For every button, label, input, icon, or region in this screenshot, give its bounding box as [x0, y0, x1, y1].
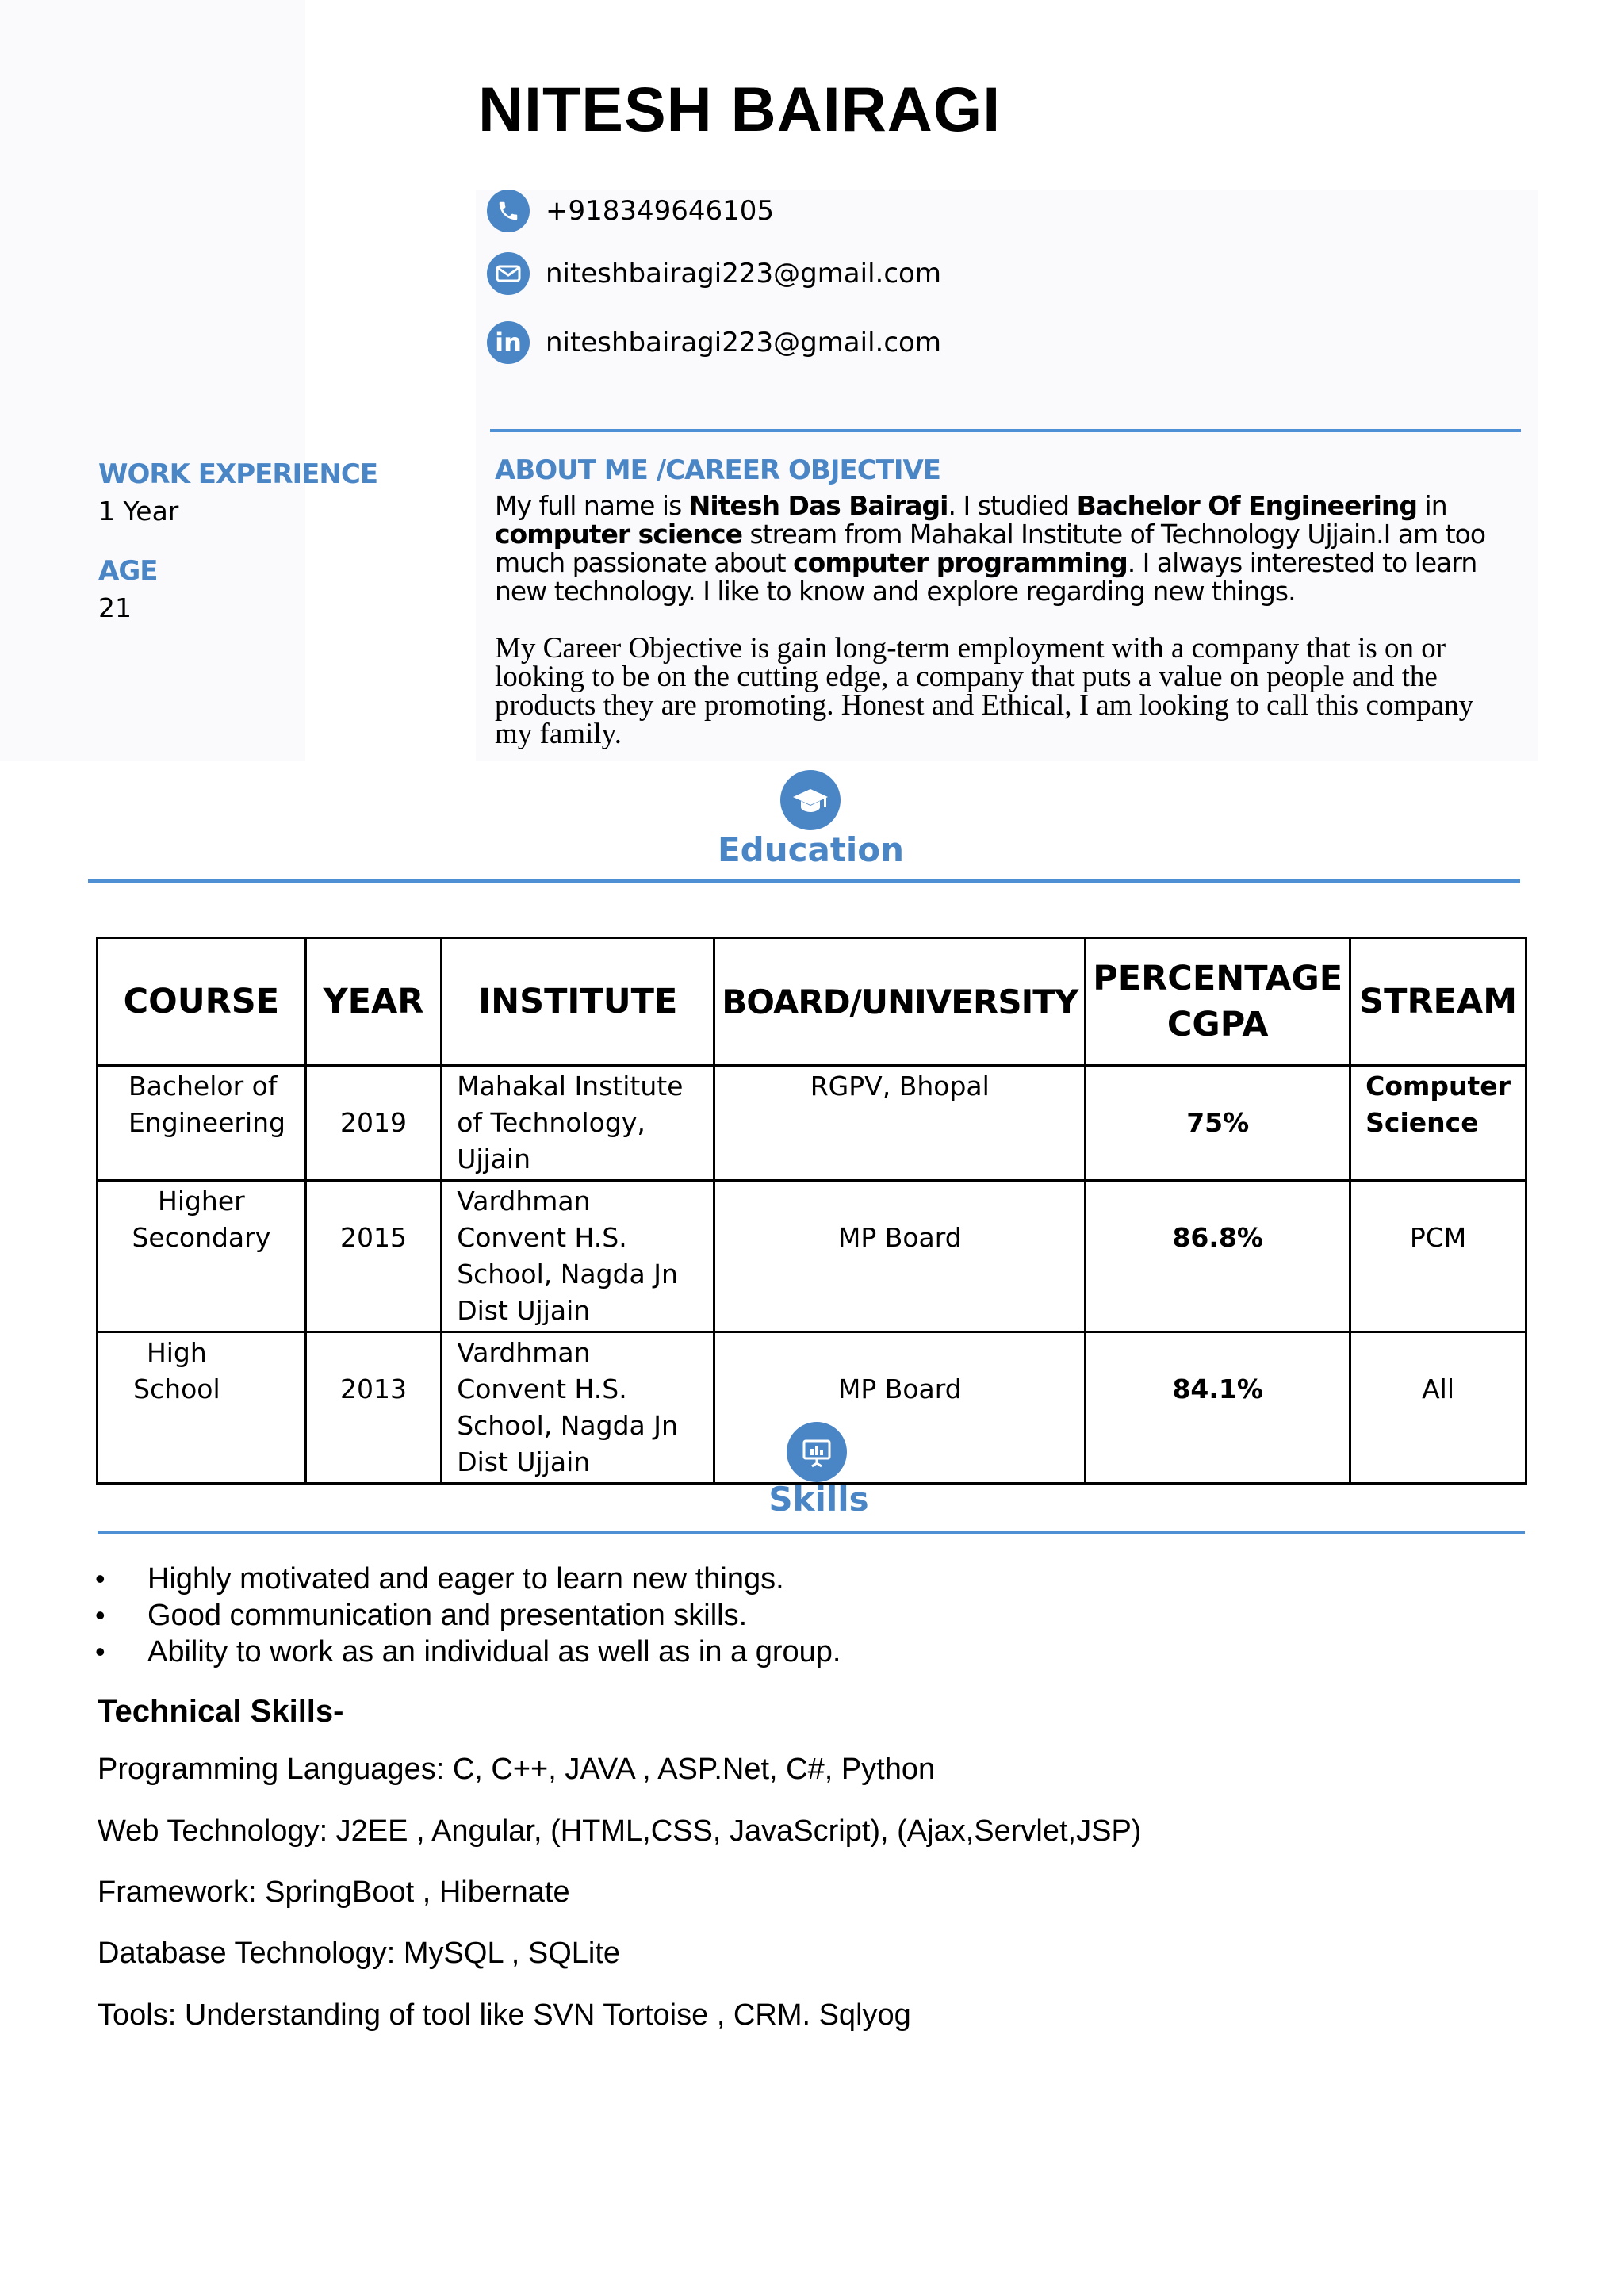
column-header: PERCENTAGE CGPA — [1086, 938, 1350, 1066]
candidate-name: NITESH BAIRAGI — [478, 74, 1002, 144]
stream-cell: Computer Science — [1350, 1066, 1526, 1181]
programming-languages: Programming Languages: C, C++, JAVA , ASP.Net, C#, Python — [98, 1753, 936, 1786]
education-table — [96, 937, 1527, 1485]
board-cell: MP Board — [714, 1181, 1086, 1332]
institute-cell: Mahakal Institute of Technology, Ujjain — [442, 1066, 714, 1181]
email-contact — [487, 251, 941, 296]
column-header: INSTITUTE — [442, 938, 714, 1066]
tools: Tools: Understanding of tool like SVN Tortoise , CRM. Sqlyog — [98, 1998, 911, 2032]
about-heading: ABOUT ME /CAREER OBJECTIVE — [495, 454, 941, 486]
web-technology: Web Technology: J2EE , Angular, (HTML,CSS, JavaScript), (Ajax,Servlet,JSP) — [98, 1814, 1142, 1848]
education-title: Education — [717, 830, 905, 869]
institute-cell: Vardhman Convent H.S. School, Nagda Jn Dist Ujjain — [442, 1332, 714, 1484]
presentation-board-icon — [787, 1422, 847, 1482]
column-header: BOARD/UNIVERSITY — [714, 938, 1086, 1066]
table-row — [98, 1181, 1526, 1332]
list-item: • Ability to work as an individual as well as in a group. — [95, 1634, 841, 1670]
institute-cell: Vardhman Convent H.S. School, Nagda Jn Dist Ujjain — [442, 1181, 714, 1332]
table-row — [98, 1066, 1526, 1181]
skills-rule — [98, 1531, 1525, 1534]
year-cell: 2019 — [305, 1066, 441, 1181]
phone-number[interactable]: +918349646105 — [546, 195, 775, 227]
course-cell: Bachelor of Engineering — [98, 1066, 306, 1181]
linkedin-icon: in — [487, 321, 530, 364]
column-header: STREAM — [1350, 938, 1526, 1066]
graduation-cap-icon — [780, 770, 841, 830]
table-header-row — [98, 938, 1526, 1066]
career-objective: My Career Objective is gain long-term employment with a company that is on or looking to be on the cutting edge, a company that puts a value on people and the products they are promoting. Honest and Ethical, I am looking to call this company my family. — [495, 632, 1474, 750]
linkedin-contact — [487, 320, 941, 365]
percent-cell: 86.8% — [1086, 1181, 1350, 1332]
header-rule — [490, 429, 1521, 432]
age-label: AGE — [98, 555, 158, 587]
course-cell: High School — [98, 1332, 306, 1484]
skills-title: Skills — [768, 1480, 869, 1519]
email-address[interactable]: niteshbairagi223@gmail.com — [546, 258, 941, 289]
percent-cell: 84.1% — [1086, 1332, 1350, 1484]
stream-cell: PCM — [1350, 1181, 1526, 1332]
mail-icon — [487, 252, 530, 295]
technical-skills-heading: Technical Skills- — [98, 1694, 344, 1729]
phone-icon — [487, 190, 530, 232]
work-experience-label: WORK EXPERIENCE — [98, 458, 378, 490]
column-header: YEAR — [305, 938, 441, 1066]
course-cell: Higher Secondary — [98, 1181, 306, 1332]
linkedin-handle[interactable]: niteshbairagi223@gmail.com — [546, 327, 941, 358]
stream-cell: All — [1350, 1332, 1526, 1484]
about-paragraph: My full name is Nitesh Das Bairagi. I studied Bachelor Of Engineering in computer science stream from Mahakal Institute of Technology Ujjain.I am too much passionate about computer programming. I always interested to learn new technology. I like to know and explore regarding new things. — [495, 490, 1486, 607]
soft-skills-list — [95, 1561, 841, 1670]
percent-cell: 75% — [1086, 1066, 1350, 1181]
board-cell: RGPV, Bhopal — [714, 1066, 1086, 1181]
work-experience-value: 1 Year — [98, 496, 179, 527]
year-cell: 2015 — [305, 1181, 441, 1332]
column-header: COURSE — [98, 938, 306, 1066]
education-rule — [88, 879, 1520, 883]
sidebar-background — [0, 0, 305, 761]
framework: Framework: SpringBoot , Hibernate — [98, 1875, 570, 1909]
phone-contact — [487, 189, 774, 233]
list-item: • Good communication and presentation skills. — [95, 1597, 841, 1634]
age-value: 21 — [98, 592, 132, 623]
list-item: • Highly motivated and eager to learn new things. — [95, 1561, 841, 1597]
year-cell: 2013 — [305, 1332, 441, 1484]
board-cell: MP Board — [714, 1332, 1086, 1484]
database-technology: Database Technology: MySQL , SQLite — [98, 1937, 621, 1970]
